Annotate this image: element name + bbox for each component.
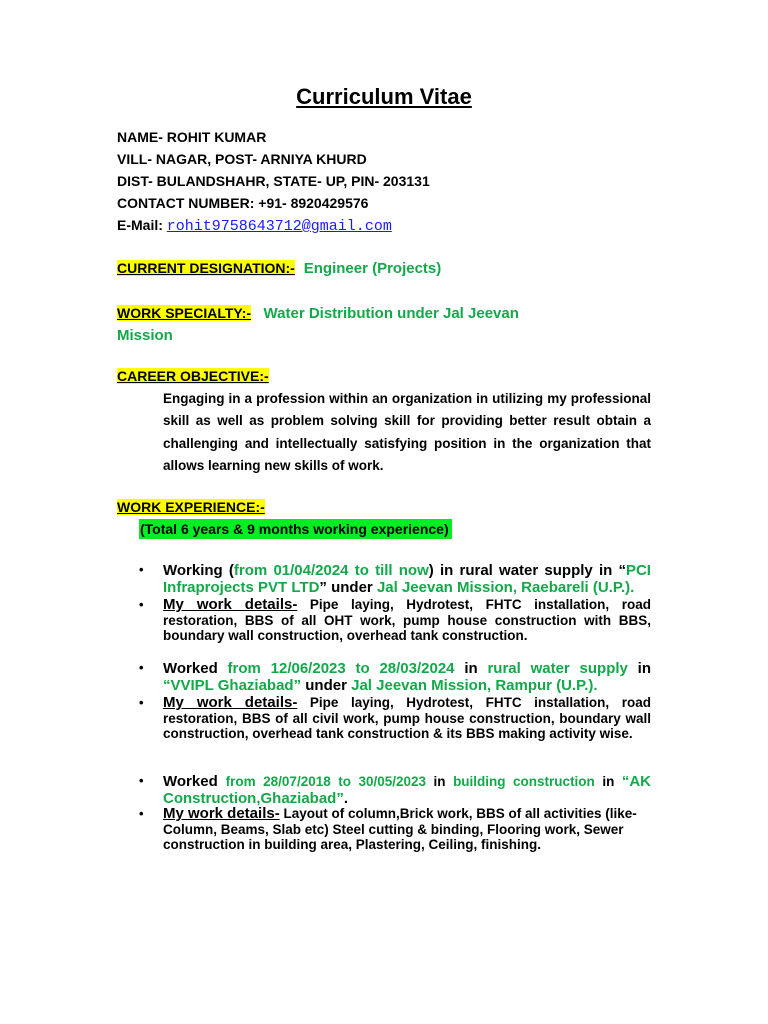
job-mission: Jal Jeevan Mission, Rampur (U.P.). (351, 677, 598, 694)
job-dates: from 01/04/2024 to till now (233, 562, 429, 579)
bullet-icon: • (139, 695, 144, 710)
bullet-icon: • (139, 562, 144, 577)
job-company: “AK Construction,Ghaziabad” (163, 773, 651, 807)
page-title (0, 84, 768, 110)
contact-phone: CONTACT NUMBER: +91- 8920429576 (117, 195, 369, 211)
details-label: My work details- (163, 805, 280, 822)
total-experience: (Total 6 years & 9 months working experience) (139, 519, 452, 539)
title-text: Curriculum Vitae (296, 84, 472, 109)
contact-name: NAME- ROHIT KUMAR (117, 129, 267, 145)
experience-label: WORK EXPERIENCE:- (117, 499, 265, 515)
details-label: My work details- (163, 694, 298, 711)
details-label: My work details- (163, 596, 298, 613)
job-summary: Worked from 12/06/2023 to 28/03/2024 in rural water supply in “VVIPL Ghaziabad” under Jal Jeevan Mission, Rampur (U.P.). (163, 660, 652, 694)
bullet-icon: • (139, 597, 144, 612)
job-sector: building construction (453, 774, 595, 789)
job-details: My work details- Pipe laying, Hydrotest, FHTC installation, road restoration, BBS of all OHT work, pump house construction with BBS, boundary wall construction, overhead tank construction. (163, 596, 651, 643)
contact-address-line2: DIST- BULANDSHAHR, STATE- UP, PIN- 203131 (117, 173, 430, 189)
specialty-row (117, 302, 519, 347)
experience-item (139, 660, 651, 694)
bullet-icon: • (139, 773, 144, 788)
experience-heading (117, 499, 265, 517)
job-dates: from 12/06/2023 to 28/03/2024 (227, 660, 455, 677)
job-dates: from 28/07/2018 to 30/05/2023 (225, 774, 427, 789)
experience-details (139, 695, 651, 742)
job-mission: Jal Jeevan Mission, Raebareli (U.P.). (376, 579, 635, 596)
contact-email-row (117, 214, 430, 236)
job-company: “VVIPL Ghaziabad” (163, 677, 302, 694)
job-summary: Worked from 28/07/2018 to 30/05/2023 in building construction in “AK Construction,Ghaziabad”. (163, 773, 651, 807)
objective-label: CAREER OBJECTIVE:- (117, 368, 269, 384)
objective-text: Engaging in a profession within an organization in utilizing my professional skill as well as problem solving skill for providing better result obtain a challenging and intellectually satisfying position in the organization that allows learning new skills of work. (163, 391, 651, 473)
email-label: E-Mail: (117, 217, 167, 233)
specialty-label: WORK SPECIALTY:- (117, 305, 252, 321)
email-link[interactable]: rohit9758643712@gmail.com (166, 218, 392, 235)
contact-address-line1: VILL- NAGAR, POST- ARNIYA KHURD (117, 151, 367, 167)
job-company: PCI Infraprojects PVT LTD (163, 562, 651, 596)
objective-heading (117, 368, 269, 386)
designation-value: Engineer (Projects) (303, 260, 442, 277)
specialty-value-line2: Mission (117, 327, 173, 344)
experience-details (139, 597, 651, 644)
specialty-value: Water Distribution under Jal Jeevan (263, 305, 519, 322)
experience-item (139, 773, 651, 807)
contact-block (117, 126, 430, 236)
job-summary: Working (from 01/04/2024 to till now) in rural water supply in “PCI Infraprojects PVT LTD” under Jal Jeevan Mission, Raebareli (U.P.). (163, 562, 651, 596)
job-details: My work details- Pipe laying, Hydrotest, FHTC installation, road restoration, BBS of all civil work, pump house construction, boundary wall construction, overhead tank construction & its BBS making activity wise. (163, 694, 651, 741)
bullet-icon: • (139, 660, 144, 675)
job-details: My work details- Layout of column,Brick work, BBS of all activities (like- Column, Beams, Slab etc) Steel cutting & binding, Flooring work, Sewer construction in building area, Plastering, Ceiling, finishing. (163, 805, 637, 852)
designation-row (117, 258, 441, 278)
experience-item (139, 562, 651, 596)
bullet-icon: • (139, 806, 144, 821)
experience-details (139, 806, 651, 853)
job-sector: rural water supply (487, 660, 628, 677)
designation-label: CURRENT DESIGNATION:- (117, 260, 295, 276)
